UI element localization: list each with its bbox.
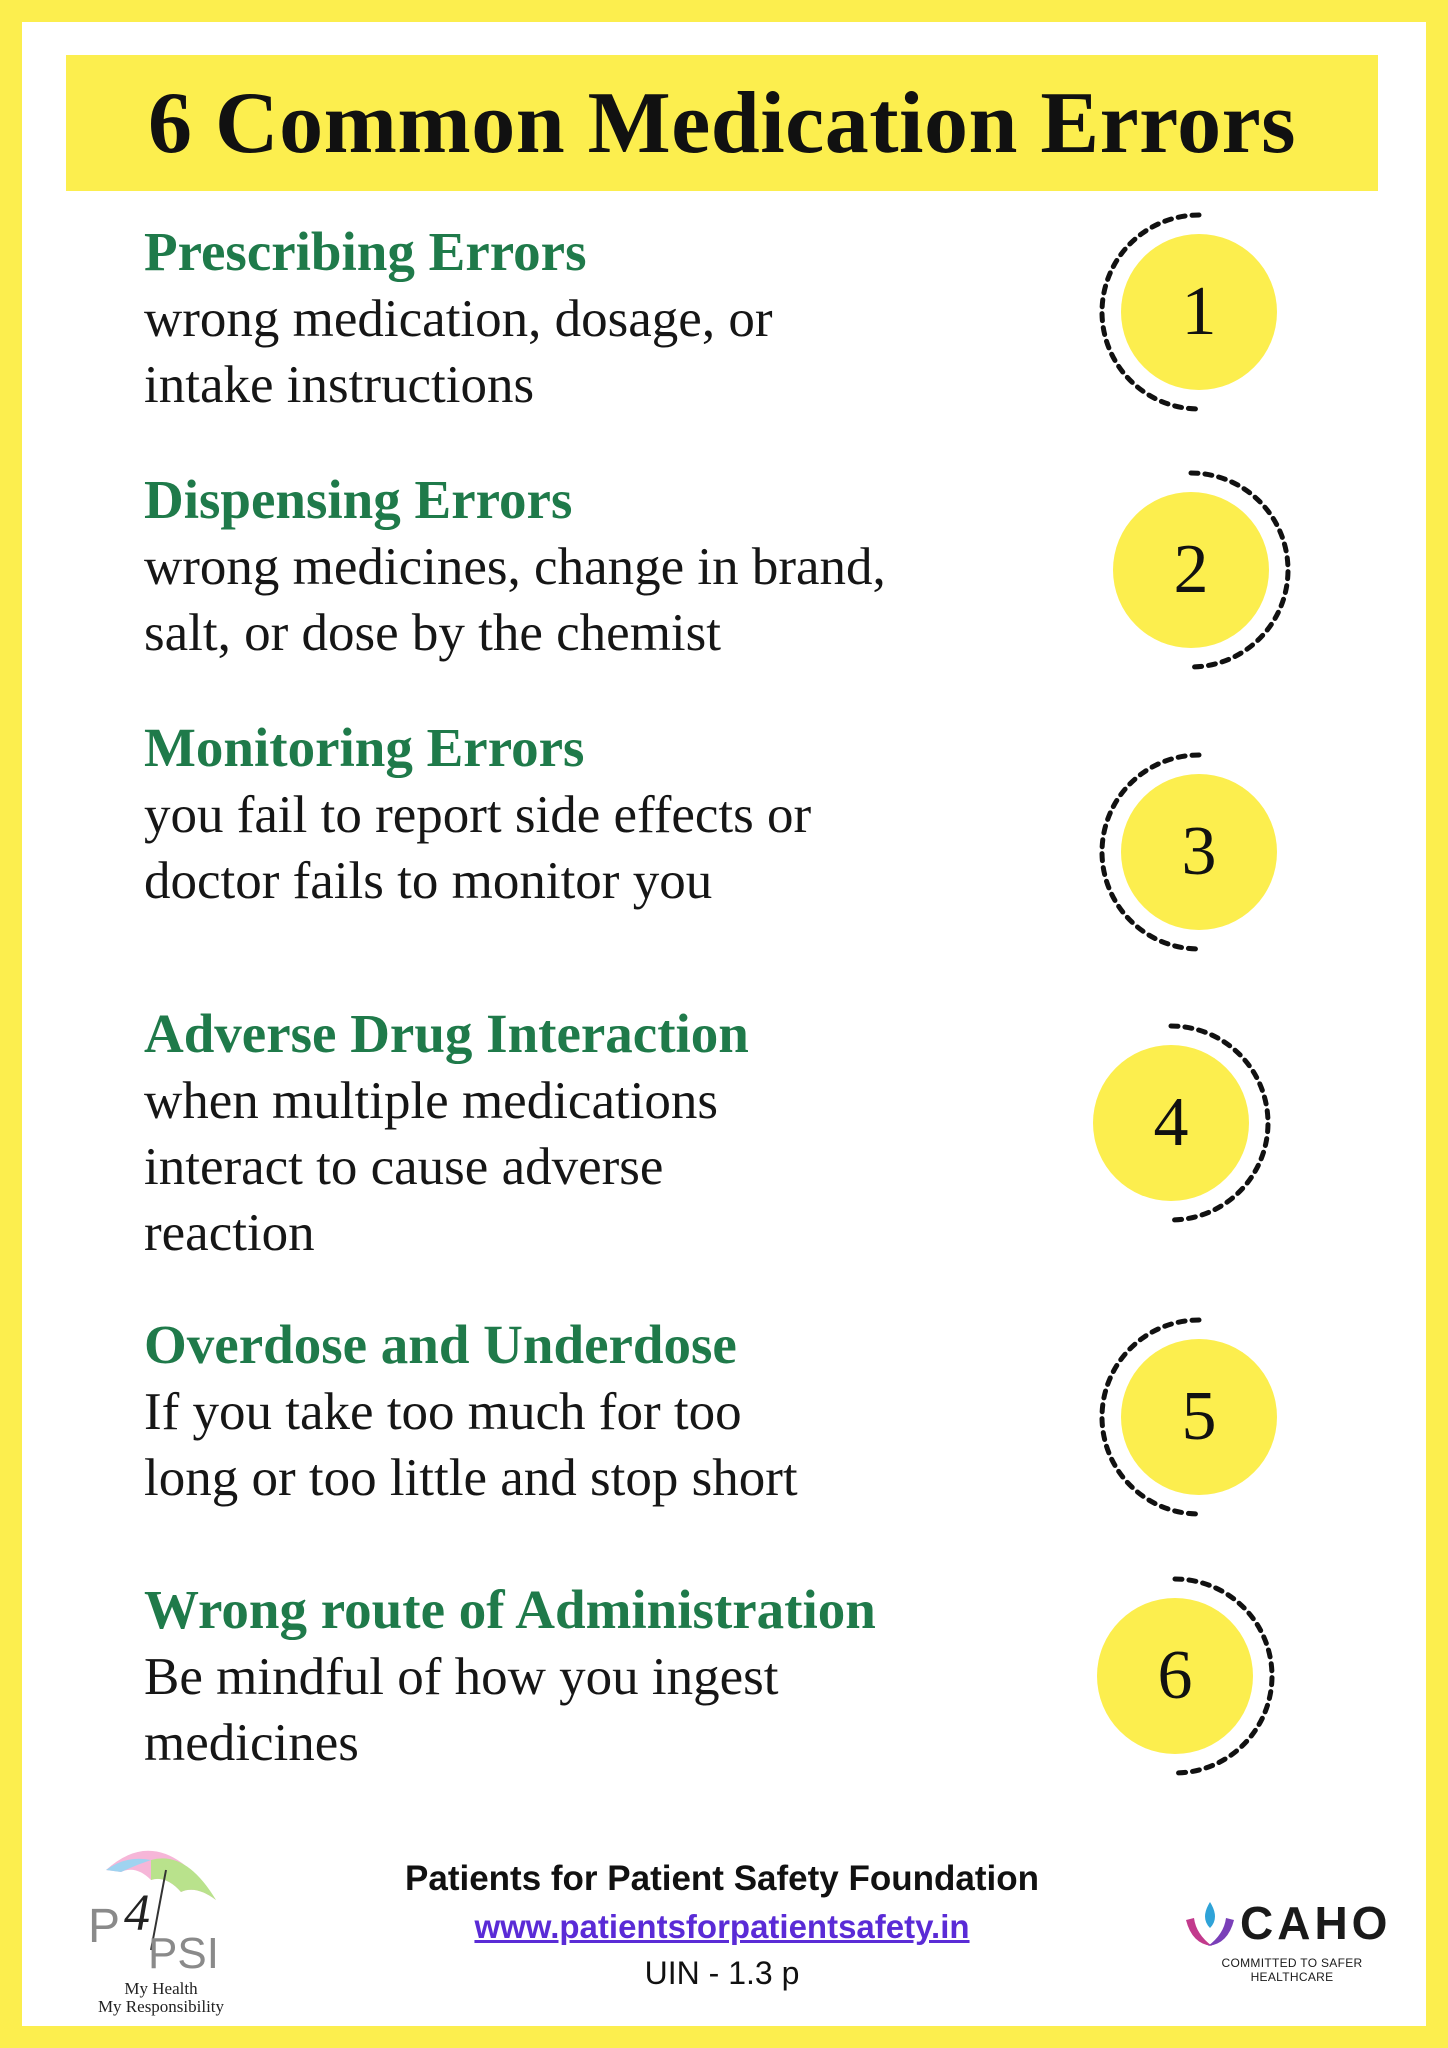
svg-text:PSI: PSI (148, 1929, 219, 1978)
error-description: If you take too much for too long or too little and stop short (144, 1383, 798, 1507)
number-badge-4 (1066, 1018, 1276, 1228)
error-heading: Prescribing Errors (144, 221, 587, 282)
logo-tagline-1: My Health (124, 1979, 198, 1998)
p4psi-logo (66, 1830, 256, 2020)
poster (22, 22, 1426, 2026)
umbrella-logo-icon (66, 1830, 256, 1980)
page-title: 6 Common Medication Errors (148, 74, 1296, 172)
badge-number: 5 (1181, 1378, 1217, 1455)
error-item-route (144, 1578, 1044, 1776)
title-banner (66, 55, 1378, 191)
badge-number: 4 (1153, 1084, 1189, 1161)
error-item-drug-interaction (144, 1002, 1044, 1266)
logo-tagline-2: My Responsibility (97, 1997, 225, 2016)
error-heading: Dispensing Errors (144, 469, 573, 530)
error-item-prescribing (144, 220, 1044, 418)
error-heading: Adverse Drug Interaction (144, 1003, 749, 1064)
caho-tagline: COMMITTED TO SAFER HEALTHCARE (1221, 1956, 1363, 1984)
svg-text:4: 4 (124, 1885, 150, 1942)
badge-number: 3 (1181, 813, 1217, 890)
caho-logo (1182, 1896, 1402, 1984)
organization-name: Patients for Patient Safety Foundation (405, 1859, 1039, 1898)
error-description: wrong medication, dosage, or intake instructions (144, 290, 773, 414)
number-badge-5 (1094, 1312, 1304, 1522)
footer (272, 1854, 1172, 1996)
error-description: Be mindful of how you ingest medicines (144, 1648, 779, 1772)
caho-wordmark: CAHO (1240, 1897, 1392, 1949)
error-description: when multiple medications interact to cause adverse reaction (144, 1072, 719, 1262)
error-item-monitoring (144, 716, 1044, 914)
error-heading: Wrong route of Administration (144, 1579, 876, 1640)
error-description: you fail to report side effects or doctor fails to monitor you (144, 786, 812, 910)
badge-number: 1 (1181, 273, 1217, 350)
website-link[interactable]: www.patientsforpatientsafety.in (474, 1908, 970, 1945)
error-heading: Monitoring Errors (144, 717, 585, 778)
caho-hands-icon (1182, 1898, 1238, 1954)
error-item-dose (144, 1313, 1044, 1511)
badge-number: 2 (1173, 531, 1209, 608)
svg-text:P: P (88, 1900, 121, 1953)
uin-label: UIN - 1.3 p (644, 1955, 800, 1991)
error-description: wrong medicines, change in brand, salt, or dose by the chemist (144, 538, 886, 662)
number-badge-2 (1086, 465, 1296, 675)
error-item-dispensing (144, 468, 1044, 666)
badge-number: 6 (1157, 1637, 1193, 1714)
number-badge-3 (1094, 747, 1304, 957)
error-heading: Overdose and Underdose (144, 1314, 737, 1375)
number-badge-1 (1094, 207, 1304, 417)
number-badge-6 (1070, 1571, 1280, 1781)
